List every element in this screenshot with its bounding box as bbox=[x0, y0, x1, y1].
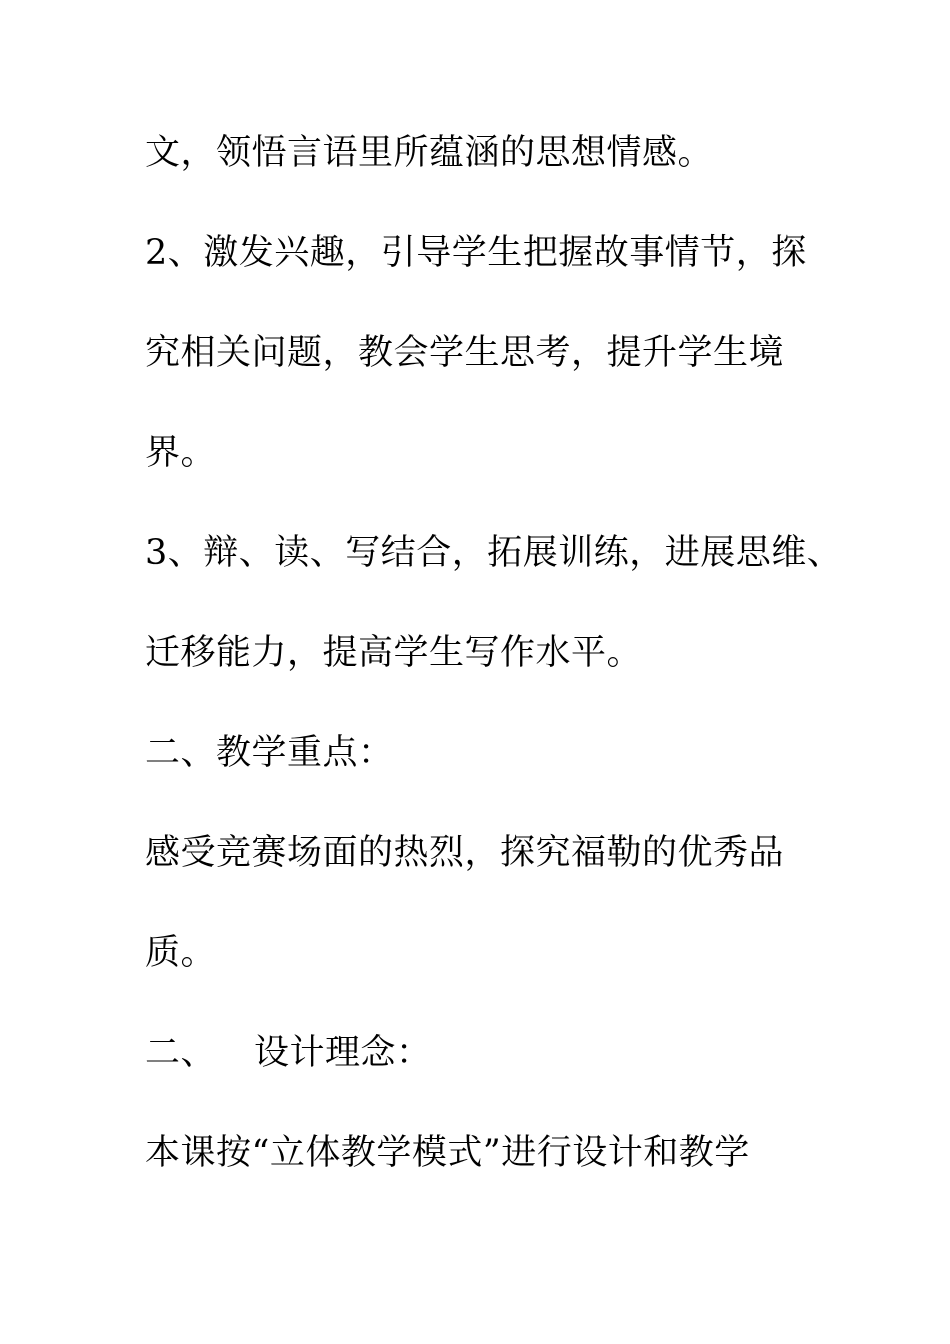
text-line: 2、激发兴趣，引导学生把握故事情节，探 bbox=[145, 233, 807, 273]
text-line: 文，领悟言语里所蕴涵的思想情感。 bbox=[145, 133, 714, 173]
section-heading-teaching-focus: 二、教学重点： bbox=[145, 733, 394, 773]
text-line: 3、辩、读、写结合，拓展训练，进展思维、 bbox=[145, 533, 843, 573]
text-line: 质。 bbox=[145, 933, 217, 973]
text-line: 感受竞赛场面的热烈，探究福勒的优秀品 bbox=[145, 833, 785, 873]
section-heading-design-concept bbox=[145, 1028, 865, 1078]
text-line: 本课按“立体教学模式”进行设计和教学 bbox=[145, 1133, 750, 1173]
text-line: 界。 bbox=[145, 433, 217, 473]
text-line: 迁移能力，提高学生写作水平。 bbox=[145, 633, 643, 673]
section-number: 二、 bbox=[145, 1033, 217, 1073]
text-line: 究相关问题，教会学生思考，提升学生境 bbox=[145, 333, 785, 373]
section-title: 设计理念： bbox=[254, 1033, 432, 1073]
